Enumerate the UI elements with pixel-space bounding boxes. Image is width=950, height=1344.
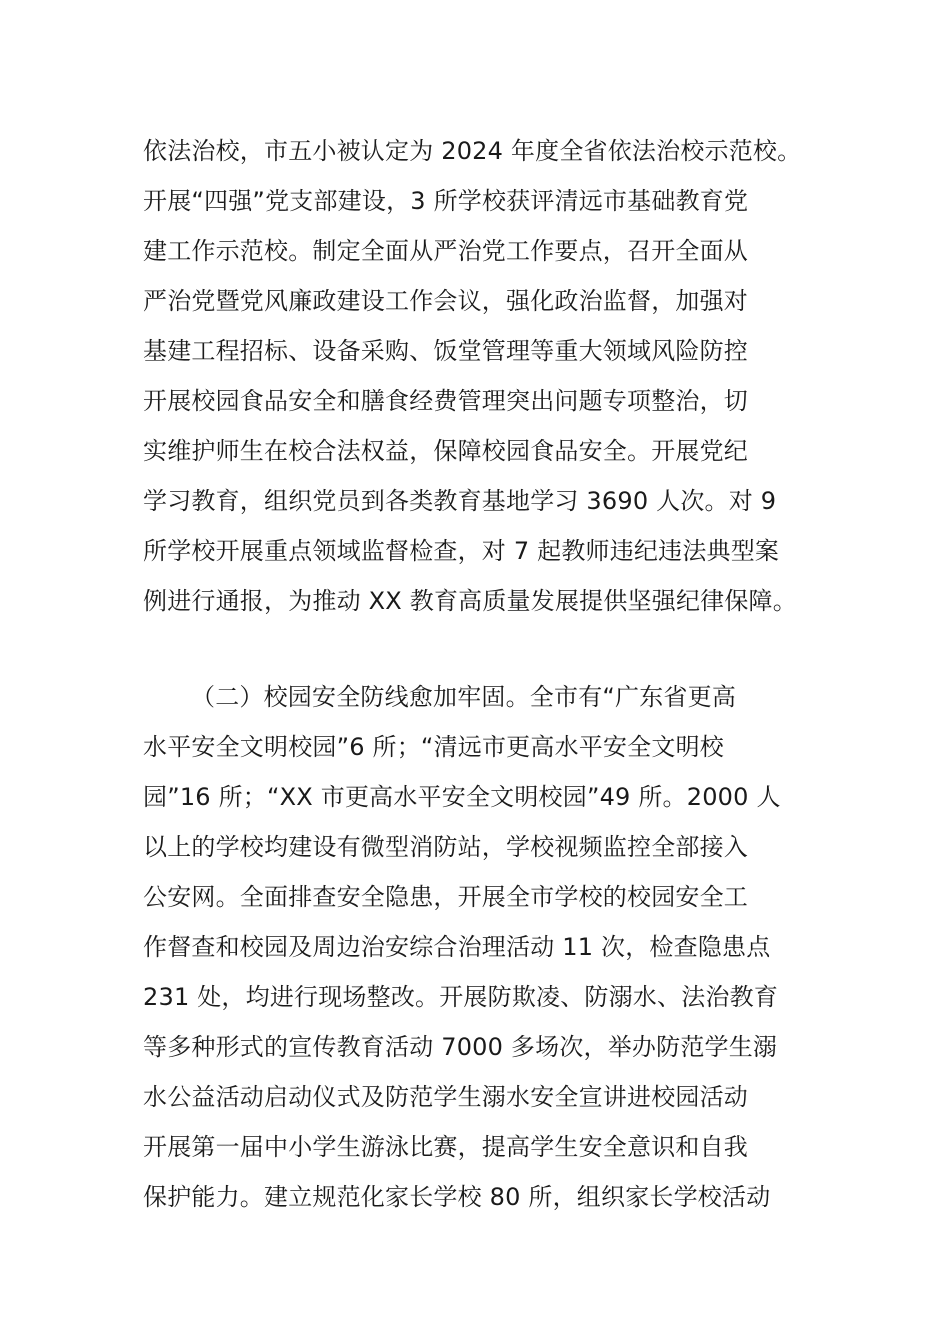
text-line: 等多种形式的宣传教育活动 7000 多场次，举办防范学生溺	[143, 1033, 778, 1061]
text-line: 水公益活动启动仪式及防范学生溺水安全宣讲进校园活动	[143, 1083, 748, 1111]
section-heading-line: （二）校园安全防线愈加牢固。全市有“广东省更高	[191, 683, 737, 711]
text-line: 保护能力。建立规范化家长学校 80 所，组织家长学校活动	[143, 1183, 771, 1211]
text-line: 严治党暨党风廉政建设工作会议，强化政治监督，加强对	[143, 287, 748, 315]
text-line: 开展“四强”党支部建设，3 所学校获评清远市基础教育党	[143, 187, 749, 215]
text-line: 园”16 所；“XX 市更高水平安全文明校园”49 所。2000 人	[143, 783, 781, 811]
text-line: 231 处，均进行现场整改。开展防欺凌、防溺水、法治教育	[143, 983, 779, 1011]
text-line: 开展校园食品安全和膳食经费管理突出问题专项整治，切	[143, 387, 748, 415]
text-line: 基建工程招标、设备采购、饭堂管理等重大领域风险防控	[143, 337, 748, 365]
text-line: 例进行通报，为推动 XX 教育高质量发展提供坚强纪律保障。	[143, 587, 797, 615]
text-line: 以上的学校均建设有微型消防站，学校视频监控全部接入	[143, 833, 748, 861]
text-line: 水平安全文明校园”6 所；“清远市更高水平安全文明校	[143, 733, 724, 761]
text-line: 公安网。全面排查安全隐患，开展全市学校的校园安全工	[143, 883, 748, 911]
paragraph-campus-safety	[143, 672, 843, 1222]
text-line: 建工作示范校。制定全面从严治党工作要点，召开全面从	[143, 237, 748, 265]
text-line: 实维护师生在校合法权益，保障校园食品安全。开展党纪	[143, 437, 748, 465]
text-line: 作督查和校园及周边治安综合治理活动 11 次，检查隐患点	[143, 933, 771, 961]
text-line: 学习教育，组织党员到各类教育基地学习 3690 人次。对 9	[143, 487, 777, 515]
text-line: 开展第一届中小学生游泳比赛，提高学生安全意识和自我	[143, 1133, 748, 1161]
paragraph-rule-of-law	[143, 126, 843, 626]
text-line: 依法治校，市五小被认定为 2024 年度全省依法治校示范校。	[143, 137, 802, 165]
text-line: 所学校开展重点领域监督检查，对 7 起教师违纪违法典型案	[143, 537, 780, 565]
